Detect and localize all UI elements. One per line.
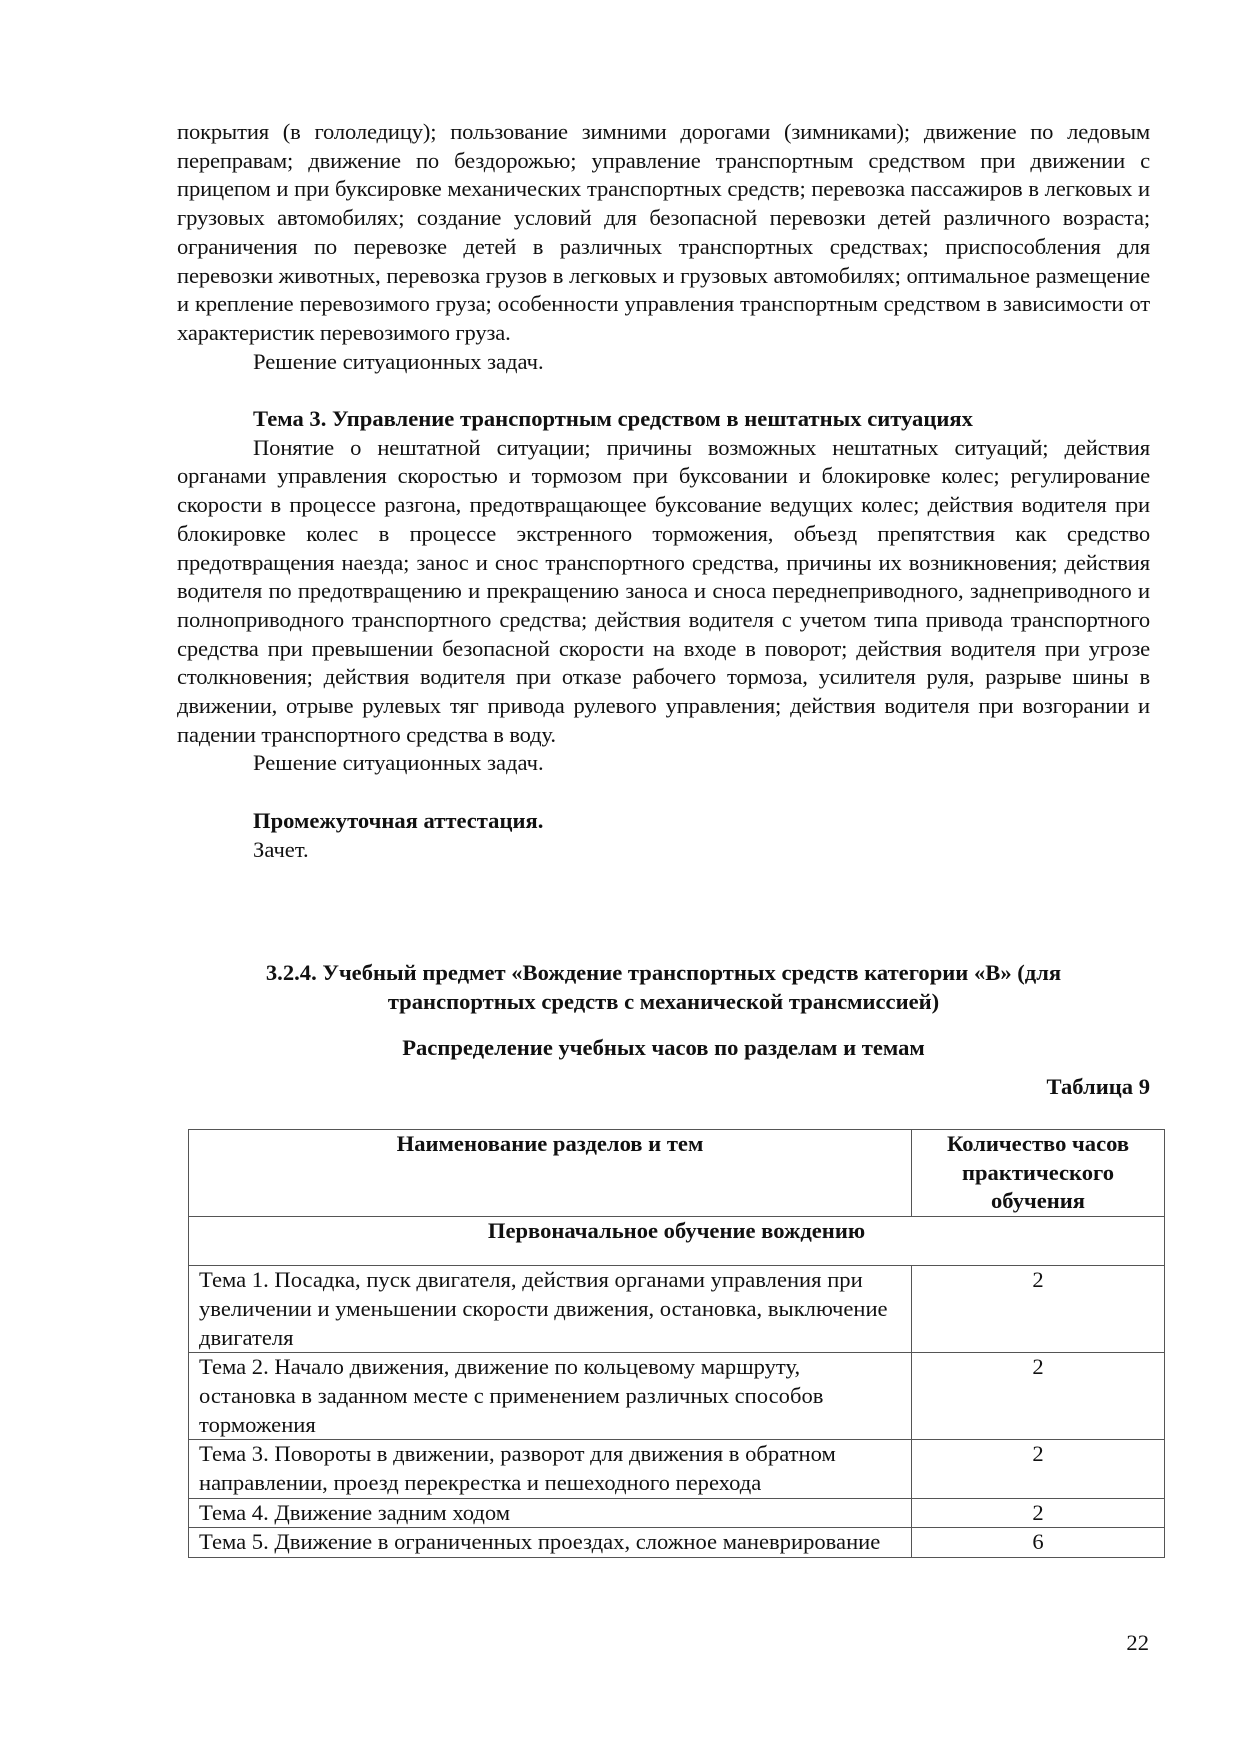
topic-name-cell: Тема 1. Посадка, пуск двигателя, действия органами управления при увеличении и уменьшении скорости движения, остановка, выключение двигателя — [189, 1266, 912, 1353]
section-title-line-1: 3.2.4. Учебный предмет «Вождение транспортных средств категории «В» (для — [265, 960, 1062, 985]
distribution-title: Распределение учебных часов по разделам и темам — [402, 1035, 925, 1060]
topic-hours-cell: 2 — [912, 1440, 1165, 1498]
topic-hours-cell: 2 — [912, 1266, 1165, 1353]
solution-note-2: Решение ситуационных задач. — [253, 750, 544, 776]
paragraph-topic-3: Понятие о нештатной ситуации; причины возможных нештатных ситуаций; действия органами управления скоростью и тормозом при буксовании и блокировке колес; регулирование скорости в процессе разгона, предотвращающее буксование ведущих колес; действия водителя при блокировке колес в процессе экстренного торможения, объезд препятствия как средство предотвращения наезда; занос и снос транспортного средства, причины их возникновения; действия водителя по предотвращению и прекращению заноса и сноса переднеприводного, заднеприводного и полноприводного транспортного средства; действия водителя с учетом типа привода транспортного средства при превышении безопасной скорости на входе в поворот; действия водителя при угрозе столкновения; действия водителя при отказе рабочего тормоза, усилителя руля, разрыве шины в движении, отрыве рулевых тяг привода рулевого управления; действия водителя при возгорании и падении транспортного средства в воду. — [177, 434, 1150, 747]
table-label: Таблица 9 — [1046, 1074, 1150, 1099]
table-row — [189, 1528, 1165, 1558]
topic-name-cell: Тема 4. Движение задним ходом — [189, 1498, 912, 1528]
table-row — [189, 1353, 1165, 1440]
spacer — [177, 376, 1150, 405]
spacer — [177, 778, 1150, 807]
topic-name-cell: Тема 2. Начало движения, движение по кольцевому маршруту, остановка в заданном месте с применением различных способов торможения — [189, 1353, 912, 1440]
document-page-body — [177, 118, 1150, 864]
table-row — [189, 1440, 1165, 1498]
topic-3-heading: Тема 3. Управление транспортным средством в нештатных ситуациях — [253, 406, 973, 432]
topic-hours-cell: 2 — [912, 1498, 1165, 1528]
table-row — [189, 1498, 1165, 1528]
paragraph-transport-conditions: покрытия (в гололедицу); пользование зимними дорогами (зимниками); движение по ледовым переправам; движение по бездорожью; управление транспортным средством при движении с прицепом и при буксировке механических транспортных средств; перевозка пассажиров в легковых и грузовых автомобилях; создание условий для безопасной перевозки детей различного возраста; ограничения по перевозке детей в различных транспортных средствах; приспособления для перевозки животных, перевозка грузов в легковых и грузовых автомобилях; оптимальное размещение и крепление перевозимого груза; особенности управления транспортным средством в зависимости от характеристик перевозимого груза. — [177, 119, 1150, 345]
solution-note-1: Решение ситуационных задач. — [253, 348, 544, 374]
section-title-line-2: транспортных средств с механической трансмиссией) — [387, 988, 940, 1014]
distribution-title-wrap — [177, 1034, 1150, 1063]
attestation-heading: Промежуточная аттестация. — [253, 807, 544, 833]
table-section-row — [189, 1217, 1165, 1266]
page-number: 22 — [1126, 1630, 1149, 1655]
topic-name-cell: Тема 5. Движение в ограниченных проездах, сложное маневрирование — [189, 1528, 912, 1558]
header-practical-hours: Количество часов практического обучения — [912, 1130, 1165, 1217]
section-initial-driving: Первоначальное обучение вождению — [189, 1217, 1165, 1266]
attestation-value: Зачет. — [253, 836, 309, 862]
section-title — [177, 959, 1150, 1016]
topic-name-cell: Тема 3. Повороты в движении, разворот для движения в обратном направлении, проезд перекрестка и пешеходного перехода — [189, 1440, 912, 1498]
table-header-row — [189, 1130, 1165, 1217]
table-row — [189, 1266, 1165, 1353]
topic-hours-cell: 2 — [912, 1353, 1165, 1440]
hours-distribution-table — [188, 1129, 1165, 1558]
header-topic-name: Наименование разделов и тем — [189, 1130, 912, 1217]
topic-hours-cell: 6 — [912, 1528, 1165, 1558]
